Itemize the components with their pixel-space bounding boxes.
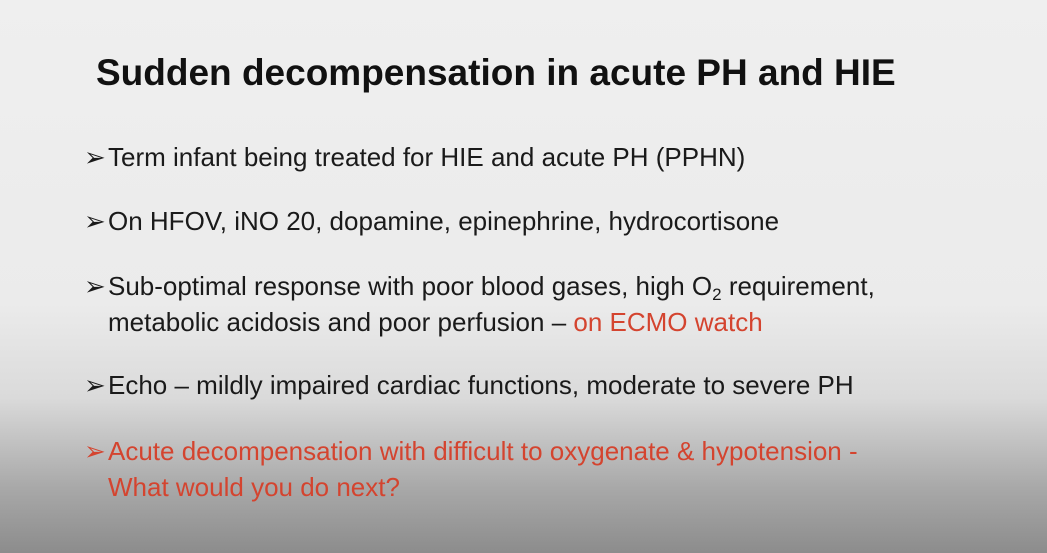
bullet-text: Echo – mildly impaired cardiac functions, moderate to severe PH: [108, 370, 854, 400]
bullet-text-line1: Acute decompensation with difficult to oxygenate & hypotension -: [108, 436, 858, 466]
bullet-text-line2: What would you do next?: [108, 472, 400, 502]
arrow-bullet-icon: ➢: [84, 436, 106, 466]
subscript: 2: [712, 285, 722, 304]
slide-title: Sudden decompensation in acute PH and HIE: [96, 52, 896, 93]
arrow-bullet-icon: ➢: [84, 142, 106, 172]
bullet-text-segment: metabolic acidosis and poor perfusion –: [108, 307, 574, 337]
arrow-bullet-icon: ➢: [84, 206, 106, 236]
bullet-text-line1: [108, 271, 875, 304]
bullet-item-1: [84, 139, 745, 175]
arrow-bullet-icon: ➢: [84, 271, 106, 301]
bullet-item-3: [84, 268, 875, 340]
arrow-bullet-icon: ➢: [84, 370, 106, 400]
bullet-item-2: [84, 203, 779, 239]
bullet-text: Term infant being treated for HIE and acute PH (PPHN): [108, 142, 746, 172]
bullet-item-4: [84, 367, 854, 403]
bullet-text-segment: requirement,: [721, 271, 875, 301]
bullet-text-line2: [108, 307, 763, 337]
bullet-text: [108, 268, 875, 340]
bullet-text: [108, 433, 858, 505]
bullet-text: On HFOV, iNO 20, dopamine, epinephrine, hydrocortisone: [108, 206, 780, 236]
highlight-text: on ECMO watch: [573, 307, 763, 337]
bullet-item-5: [84, 433, 858, 505]
bullet-text-segment: Sub-optimal response with poor blood gases, high O: [108, 271, 713, 301]
